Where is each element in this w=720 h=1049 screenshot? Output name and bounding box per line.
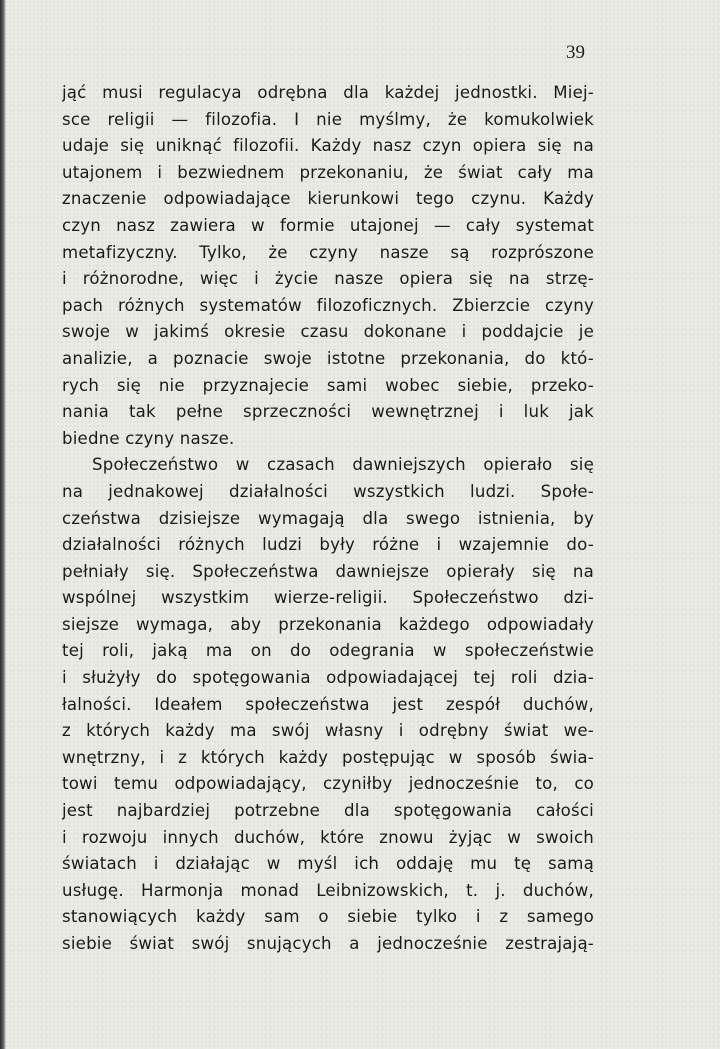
text-line: towi temu odpowiadający, czyniłby jednocześnie to, co xyxy=(62,774,594,794)
text-line: wspólnej wszystkim wierze-religii. Społeczeństwo dzi- xyxy=(62,588,594,608)
text-line: wnętrzny, i z których każdy postępując w sposób świa- xyxy=(62,747,594,767)
text-line: tej roli, jaką ma on do odegrania w społeczeństwie xyxy=(62,641,594,661)
text-line: na jednakowej działalności wszystkich ludzi. Społe- xyxy=(62,481,594,501)
text-line: rych się nie przyznajecie sami wobec siebie, przeko- xyxy=(62,375,594,395)
text-line: stanowiących każdy sam o siebie tylko i z samego xyxy=(62,907,594,927)
text-line: siebie świat swój snujących a jednocześnie zestrajają- xyxy=(62,934,594,953)
text-line: działalności różnych ludzi były różne i wzajemnie do- xyxy=(62,535,594,555)
text-line: utajonem i bezwiednem przekonaniu, że świat cały ma xyxy=(62,162,594,182)
text-line: łalności. Ideałem społeczeństwa jest zespół duchów, xyxy=(62,694,594,714)
text-line: znaczenie odpowiadające kierunkowi tego czynu. Każdy xyxy=(62,189,594,209)
text-line: i różnorodne, więc i życie nasze opiera się na strzę- xyxy=(62,269,594,289)
text-line: czeństwa dzisiejsze wymagają dla swego istnienia, by xyxy=(62,508,594,528)
text-line: z których każdy ma swój własny i odrębny świat we- xyxy=(62,721,594,741)
text-line: nania tak pełne sprzeczności wewnętrznej i luk jak xyxy=(62,402,594,422)
text-line: siejsze wymaga, aby przekonania każdego odpowiadały xyxy=(62,614,594,634)
text-line: analizie, a poznacie swoje istotne przekonania, do któ- xyxy=(62,348,594,368)
text-line: swoje w jakimś okresie czasu dokonane i poddajcie je xyxy=(62,322,594,342)
text-line: i rozwoju innych duchów, które znowu żyjąc w swoich xyxy=(62,827,594,847)
text-line: i służyły do spotęgowania odpowiadającej tej roli dzia- xyxy=(62,668,594,688)
text-line: jest najbardziej potrzebne dla spotęgowania całości xyxy=(62,801,594,821)
text-line: sce religii — filozofia. I nie myślmy, że komukolwiek xyxy=(62,109,594,129)
text-line: metafizyczny. Tylko, że czyny nasze są rozprószone xyxy=(62,242,594,262)
text-line: pach różnych systematów filozoficznych. Zbierzcie czyny xyxy=(62,295,594,315)
text-line: udaje się uniknąć filozofii. Każdy nasz czyn opiera się na xyxy=(62,136,594,156)
paragraph-first-line: Społeczeństwo w czasach dawniejszych opierało się xyxy=(92,455,594,475)
text-line: pełniały się. Społeczeństwa dawniejsze opierały się na xyxy=(62,561,594,581)
page-edge-shadow xyxy=(0,0,6,1049)
text-line: czyn nasz zawiera w formie utajonej — cały systemat xyxy=(62,215,594,235)
page-number: 39 xyxy=(566,42,585,63)
body-text xyxy=(62,80,594,958)
text-line: światach i działając w myśl ich oddaję mu tę samą xyxy=(62,854,594,874)
text-line: usługę. Harmonja monad Leibnizowskich, t. j. duchów, xyxy=(62,880,594,900)
paragraph-end-line: biedne czyny nasze. xyxy=(62,428,235,448)
text-line: jąć musi regulacya odrębna dla każdej jednostki. Miej- xyxy=(62,83,594,102)
